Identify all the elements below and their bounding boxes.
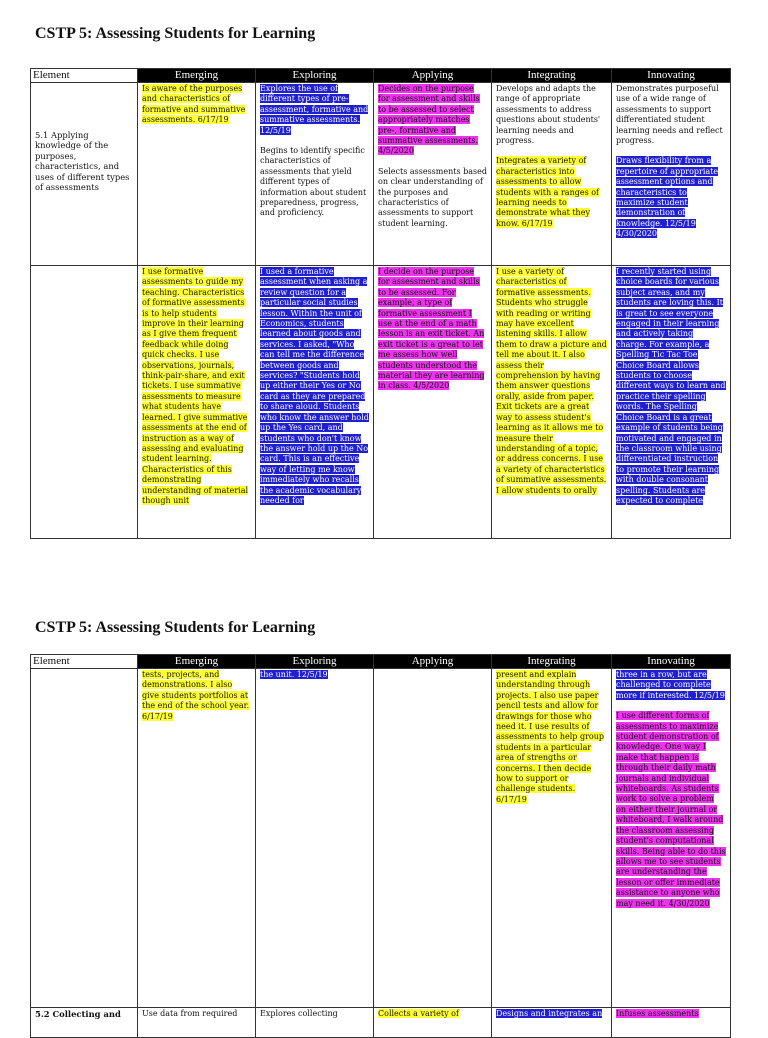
element-cell <box>31 83 138 266</box>
table-cell <box>612 1008 731 1038</box>
cell-text: Develops and adapts the range of appropriate assessments to address questions about students' learning needs and progress. <box>496 84 601 146</box>
cell-text: Designs and integrates an <box>496 1009 603 1018</box>
table-cell <box>492 1008 612 1038</box>
level-header-emerging: Emerging <box>138 655 256 669</box>
table-row <box>31 266 731 539</box>
table-cell <box>256 669 374 1008</box>
page-2 <box>0 600 768 1024</box>
level-header-emerging: Emerging <box>138 69 256 83</box>
cell-text: three in a row, but are challenged to complete more if interested. 12/5/19 <box>616 670 725 700</box>
level-header-exploring: Exploring <box>256 69 374 83</box>
header-row <box>31 655 731 669</box>
cstp-table <box>30 68 731 539</box>
element-header: Element <box>31 69 138 83</box>
table-cell <box>492 669 612 1008</box>
cell-text: I use different forms of assessments to maximize student demonstration of knowledge. One way I make that happen is through their daily math journals and individual whiteboards. As students work to solve a problem on either their journal or whiteboard, I walk around the classroom assessing student's computational skills. Being able to do this allows me to see students are understanding the lesson or offer immediate assistance to anyone who may need it. 4/30/2020 <box>616 711 726 908</box>
table-row <box>31 1008 731 1038</box>
level-header-integrating: Integrating <box>492 69 612 83</box>
table-cell <box>612 266 731 539</box>
table-cell <box>374 669 492 1008</box>
table-cell <box>492 83 612 266</box>
page-title: CSTP 5: Assessing Students for Learning <box>35 25 316 42</box>
level-header-innovating: Innovating <box>612 69 731 83</box>
header-row <box>31 69 731 83</box>
table-cell <box>612 669 731 1008</box>
table-cell <box>138 669 256 1008</box>
page-title: CSTP 5: Assessing Students for Learning <box>35 619 316 636</box>
cell-text: Draws flexibility from a repertoire of appropriate assessment options and characteristics to maximize student demonstration of knowledge. 12/5/19 4/30/2020 <box>616 156 719 239</box>
cell-text: Collects a variety of <box>378 1009 459 1018</box>
table-cell <box>138 266 256 539</box>
cell-text: Selects assessments based on clear understanding of the purposes and characteristics of assessments to support student learning. <box>378 166 487 228</box>
table-cell <box>256 83 374 266</box>
cell-text: Integrates a variety of characteristics into assessments to allow students with a ranges of learning needs to demonstrate what they know. 6/17/19 <box>496 156 599 228</box>
element-text: 5.1 Applying knowledge of the purposes, characteristics, and uses of different types of assessments <box>35 130 130 193</box>
table-cell <box>256 266 374 539</box>
cell-text: tests, projects, and demonstrations. I also give students portfolios at the end of the school year. 6/17/19 <box>142 670 250 721</box>
table-cell <box>374 1008 492 1038</box>
cell-text: Is aware of the purposes and characteristics of formative and summative assessments. 6/17/19 <box>142 84 246 125</box>
cell-text: Decides on the purpose for assessment and skills to be assessed to select appropriately matches pre-, formative and summative assessments. 4/5/2020 <box>378 84 480 156</box>
cell-text: the unit. 12/5/19 <box>260 670 328 679</box>
level-header-applying: Applying <box>374 655 492 669</box>
element-text: 5.2 Collecting and <box>35 1009 121 1019</box>
cstp-table <box>30 654 731 1038</box>
cell-text: I used a formative assessment when asking a review question for a particular social studies lesson. Within the unit of Economics, students learned about goods and services. I asked, "Who can tell me the difference between goods and services? "Students hold up either their Yes or No card as they are prepared to share aloud. Students who know the answer hold up the Yes card, and students who don't know the answer hold up the No card. This is an effective way of letting me know immediately who recalls the academic vocabulary needed for <box>260 267 369 505</box>
table-cell <box>374 83 492 266</box>
element-cell <box>31 1008 138 1038</box>
table-cell <box>492 266 612 539</box>
element-cell <box>31 266 138 539</box>
table-cell <box>612 83 731 266</box>
cell-text: Infuses assessments <box>616 1009 699 1018</box>
cell-text: Begins to identify specific characteristics of assessments that yield different types of information about student preparedness, progress, and proficiency. <box>260 146 367 218</box>
cell-text: Use data from required <box>142 1009 238 1018</box>
level-header-exploring: Exploring <box>256 655 374 669</box>
cell-text: I recently started using choice boards for various subject areas, and my students are loving this. It is great to see everyone engaged in their learning and actively taking charge. For example, a Spelling Tic Tac Toe Choice Board allows students to choose different ways to learn and practice their spelling words. The Spelling Choice Board is a great example of students being motivated and engaged in the classroom while using differentiated instruction to promote their learning with double consonant spelling. Students are expected to complete <box>616 267 726 505</box>
cell-text: present and explain understanding through projects. I also use paper pencil tests and allow for drawings for those who need it. I use results of assessments to help group students in a particular area of strengths or concerns. I then decide how to support or challenge students. 6/17/19 <box>496 670 604 804</box>
cell-text: Explores the use of different types of pre-assessment, formative and summative assessments. 12/5/19 <box>260 84 369 135</box>
cell-text: I decide on the purpose for assessment and skills to be assessed. For example, a type of formative assessment I use at the end of a math lesson is an exit ticket. An exit ticket is a great to let me assess how well students understood the material they are learning in class. 4/5/2020 <box>378 267 485 391</box>
cell-text: I use a variety of characteristics of formative assessments. Students who struggle with reading or writing may have excellent listening skills. I allow them to draw a picture and tell me about it. I also assess their comprehension by having them answer questions orally, aside from paper. Exit tickets are a great way to assess student's learning as it allows me to measure their understanding of a topic, or address concerns. I use a variety of characteristics of summative assessments. I allow students to orally <box>496 267 607 495</box>
level-header-integrating: Integrating <box>492 655 612 669</box>
table-cell <box>256 1008 374 1038</box>
table-row <box>31 83 731 266</box>
element-cell <box>31 669 138 1008</box>
cell-text: Explores collecting <box>260 1009 338 1018</box>
table-cell <box>138 1008 256 1038</box>
level-header-innovating: Innovating <box>612 655 731 669</box>
cell-text: I use formative assessments to guide my teaching. Characteristics of formative assessments is to help students improve in their learning as I give them frequent feedback while doing quick checks. I use observations, journals, think-pair-share, and exit tickets. I use summative assessments to measure what students have learned. I give summative assessments at the end of instruction as a way of assessing and evaluating student learning. Characteristics of this demonstrating understanding of material though unit <box>142 267 249 505</box>
element-header: Element <box>31 655 138 669</box>
table-row <box>31 669 731 1008</box>
cell-text: Demonstrates purposeful use of a wide range of assessments to support differentiated student learning needs and reflect progress. <box>616 84 723 146</box>
table-cell <box>374 266 492 539</box>
level-header-applying: Applying <box>374 69 492 83</box>
table-cell <box>138 83 256 266</box>
